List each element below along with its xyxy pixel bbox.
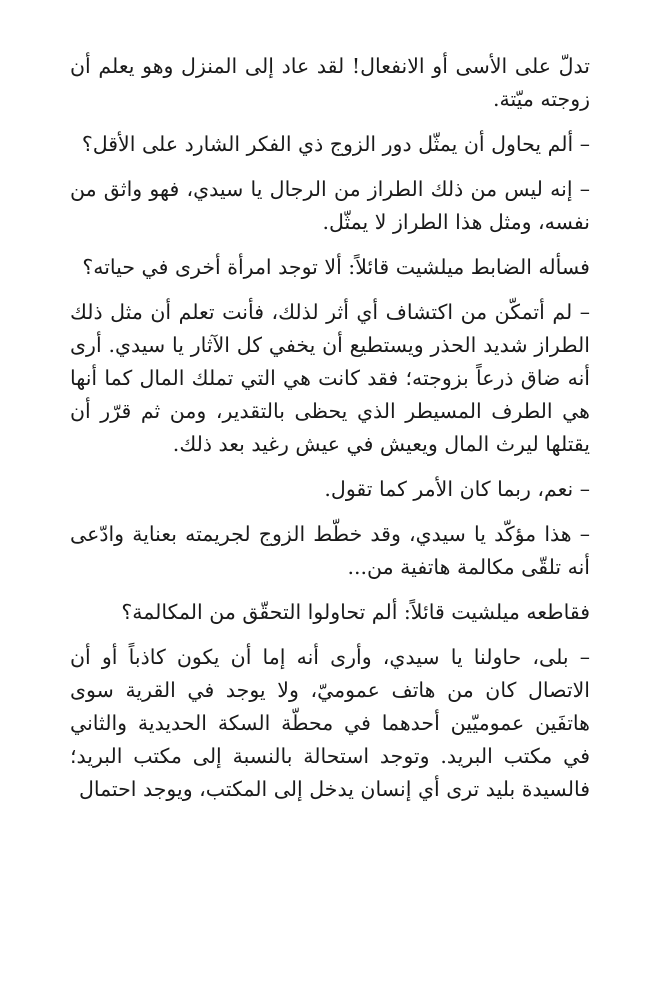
paragraph-4: فسأله الضابط ميلشيت قائلاً: ألا توجد امرأة أخرى في حياته؟ [82, 255, 590, 279]
paragraph-3: – إنه ليس من ذلك الطراز من الرجال يا سيدي، فهو واثق من نفسه، ومثل هذا الطراز لا يمثّل. [70, 177, 590, 234]
paragraph-1: تدلّ على الأسى أو الانفعال! لقد عاد إلى المنزل وهو يعلم أن زوجته ميّتة. [70, 54, 590, 111]
paragraph-6: – نعم، ربما كان الأمر كما تقول. [324, 477, 590, 501]
paragraph-9: – بلى، حاولنا يا سيدي، وأرى أنه إما أن يكون كاذباً أو أن الاتصال كان من هاتف عموميّ، ولا يوجد في القرية سوى هاتفَين عموميّين أحدهما في محطّة السكة الحديدية والثاني في مكتب البريد. وتوجد استحالة بالنسبة إلى مكتب البريد؛ فالسيدة بليد ترى أي إنسان يدخل إلى المكتب، ويوجد احتمال [70, 645, 590, 801]
paragraph-7: – هذا مؤكّد يا سيدي، وقد خطّط الزوج لجريمته بعناية وادّعى أنه تلقّى مكالمة هاتفية من... [70, 522, 590, 579]
paragraph-8: فقاطعه ميلشيت قائلاً: ألم تحاولوا التحقّق من المكالمة؟ [121, 600, 590, 624]
book-page [70, 50, 590, 818]
paragraph-5: – لم أتمكّن من اكتشاف أي أثر لذلك، فأنت تعلم أن مثل ذلك الطراز شديد الحذر ويستطيع أن يخفي كل الآثار يا سيدي. أرى أنه ضاق ذرعاً بزوجته؛ فقد كانت هي التي تملك المال كما أنها هي الطرف المسيطر الذي يحظى بالتقدير، ومن ثم قرّر أن يقتلها ليرث المال ويعيش في عيش رغيد بعد ذلك. [70, 300, 590, 456]
paragraph-2: – ألم يحاول أن يمثّل دور الزوج ذي الفكر الشارد على الأقل؟ [81, 132, 590, 156]
